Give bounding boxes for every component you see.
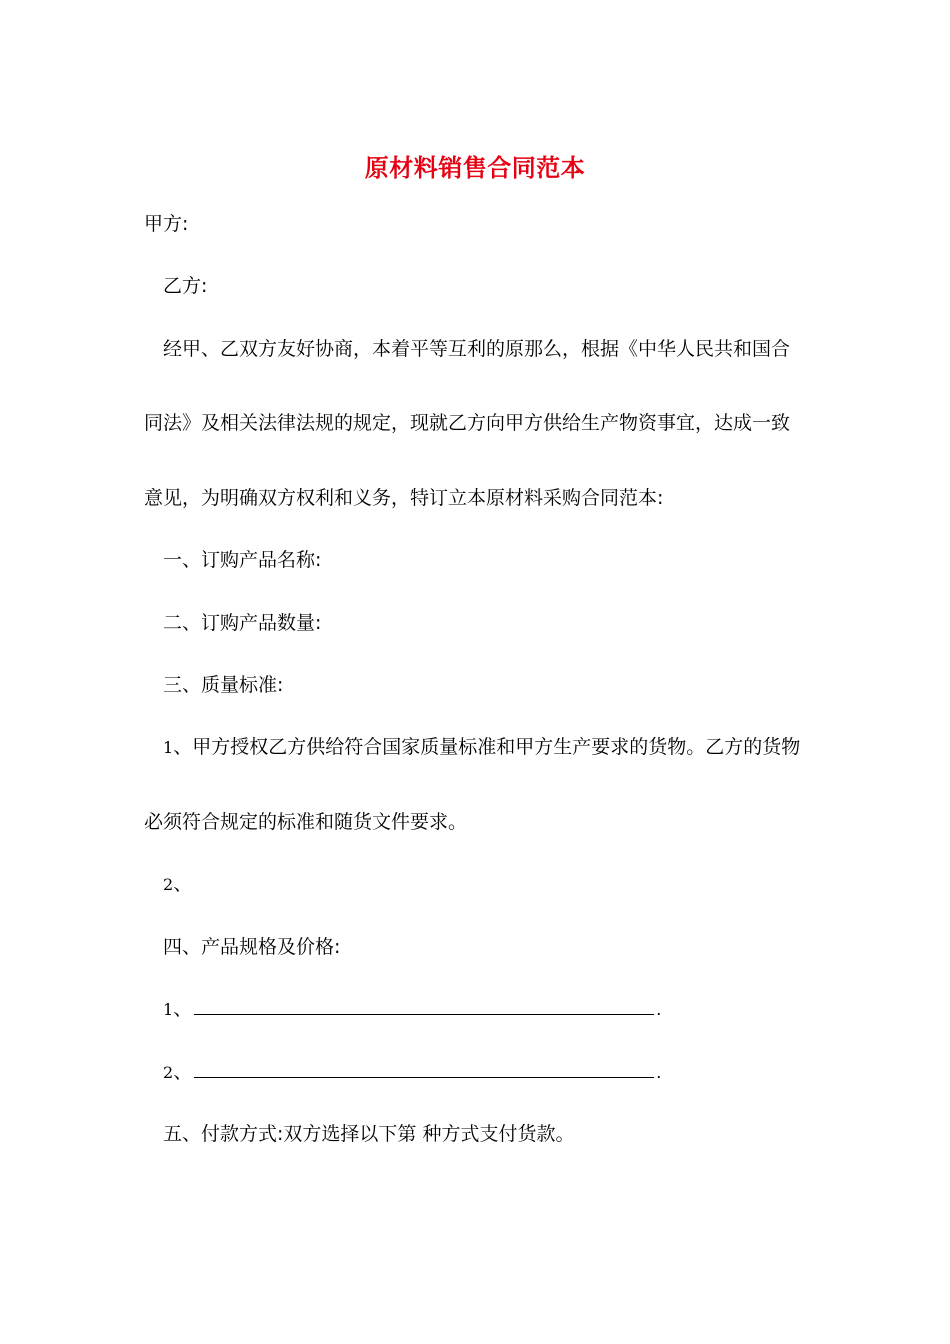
item-text: 、: [173, 873, 193, 895]
item-number: 2: [163, 1063, 174, 1082]
document-title: 原材料销售合同范本: [364, 154, 586, 182]
item-text: 、甲方授权乙方供给符合国家质量标准和甲方生产要求的货物。乙方的货物: [173, 736, 801, 758]
section-3-item-1-continuation: 必须符合规定的标准和随货文件要求。: [144, 811, 468, 833]
party-a-label: 甲方:: [144, 213, 189, 235]
intro-paragraph-line-3: 意见，为明确双方权利和义务，特订立本原材料采购合同范本:: [144, 487, 664, 509]
section-4-item-2: [163, 1059, 661, 1086]
item-number: 2: [163, 875, 174, 894]
item-number: 1: [163, 738, 174, 757]
intro-paragraph-line-2: 同法》及相关法律法规的规定，现就乙方向甲方供给生产物资事宜，达成一致: [144, 412, 791, 434]
item-separator: 、: [173, 998, 193, 1020]
section-3-item-1: [163, 734, 800, 761]
intro-paragraph-line-1: 经甲、乙双方友好协商，本着平等互利的原那么，根据《中华人民共和国合: [163, 338, 791, 360]
section-2-heading: 二、订购产品数量:: [163, 612, 322, 634]
item-end-period: .: [656, 1063, 662, 1082]
section-1-heading: 一、订购产品名称:: [163, 549, 322, 571]
item-number: 1: [163, 1000, 174, 1019]
fill-in-blank-line: [194, 1063, 654, 1078]
section-3-heading: 三、质量标准:: [163, 674, 284, 696]
fill-in-blank-line: [194, 1000, 654, 1015]
item-separator: 、: [173, 1061, 193, 1083]
party-b-label: 乙方:: [163, 275, 208, 297]
item-end-period: .: [656, 1000, 662, 1019]
section-4-heading: 四、产品规格及价格:: [163, 936, 341, 958]
section-3-item-2: [163, 871, 192, 898]
section-4-item-1: [163, 996, 661, 1023]
section-5-heading: 五、付款方式:双方选择以下第 种方式支付货款。: [163, 1123, 575, 1145]
